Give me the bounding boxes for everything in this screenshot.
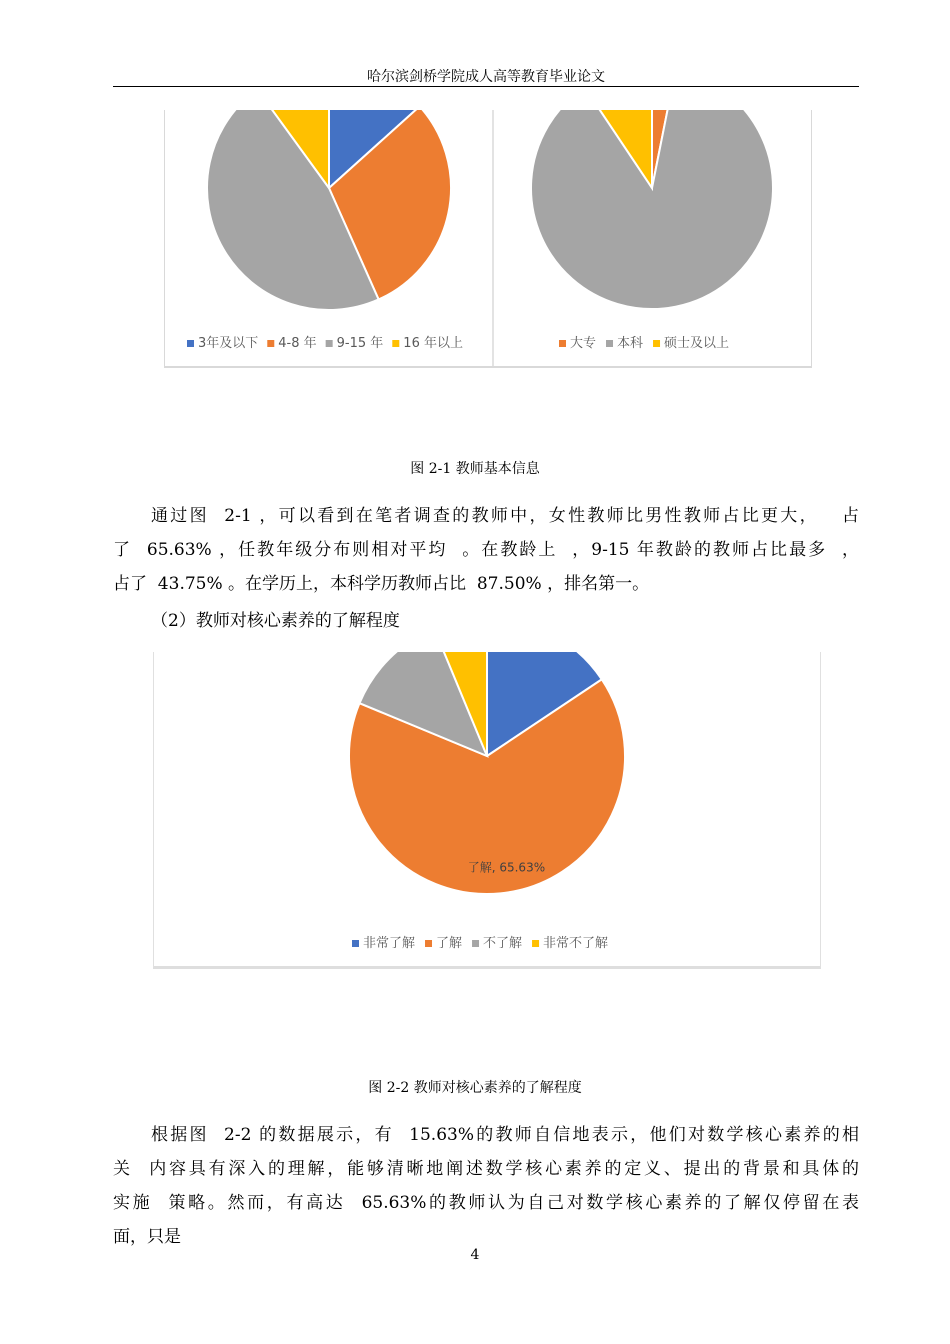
legend-label-非常不了解: 非常不了解 [543,936,609,951]
paragraph-2-line: 根据图 2-2 的数据展示，有 15.63%的教师自信地表示，他们对数学核心素养的相 [151,1125,859,1145]
legend-label-4-8年: 4-8 年 [278,336,317,351]
paragraph-2 [113,1118,859,1254]
tenure-pie-chart [165,110,492,366]
legend-swatch-本科 [606,340,613,347]
legend-label-本科: 本科 [617,336,644,351]
legend-label-3年及以下: 3年及以下 [198,336,259,351]
legend-label-不了解: 不了解 [483,936,523,951]
legend-label-大专: 大专 [570,336,597,351]
page-number: 4 [470,1247,480,1263]
education-pie-chart [494,110,811,366]
running-header: 哈尔滨剑桥学院成人高等教育毕业论文 [367,69,605,85]
legend-swatch-非常不了解 [532,940,539,947]
understanding-pie-chart [154,652,820,966]
legend-label-了解: 了解 [436,936,463,951]
legend-swatch-3年及以下 [187,340,194,347]
paragraph-1-line: 了 65.63% ，任教年级分布则相对平均 。在教龄上 ，9-15 年教龄的教师占比最多 ， [113,540,859,560]
legend-swatch-非常了解 [352,940,359,947]
figure-2-1-panel [164,110,812,368]
legend-swatch-4-8年 [267,340,274,347]
legend-swatch-9-15年 [326,340,333,347]
section-subheading: （2）教师对核心素养的了解程度 [151,611,400,631]
paragraph-2-line: 关 内容具有深入的理解，能够清晰地阐述数学核心素养的定义、提出的背景和具体的 [113,1159,859,1179]
header-rule [113,86,859,87]
figure-2-1-caption: 图 2-1 教师基本信息 [410,461,540,477]
legend-swatch-不了解 [472,940,479,947]
data-label-了解: 了解, 65.63% [467,860,546,875]
legend-label-16年以上: 16 年以上 [403,336,463,351]
paragraph-1 [113,499,859,601]
paragraph-1-line: 占了 43.75% 。在学历上，本科学历教师占比 87.50% ，排名第一。 [113,574,650,594]
paragraph-2-line: 面，只是 [113,1227,181,1247]
legend-swatch-了解 [425,940,432,947]
figure-2-2-panel [153,652,821,969]
paragraph-2-line: 实施 策略。然而，有高达 65.63%的教师认为自己对数学核心素养的了解仅停留在表 [113,1193,859,1213]
legend-label-非常了解: 非常了解 [363,936,416,951]
legend-label-9-15年: 9-15 年 [336,336,384,351]
legend-swatch-大专 [559,340,566,347]
legend-swatch-硕士及以上 [653,340,660,347]
paragraph-1-line: 通过图 2-1 ，可以看到在笔者调查的教师中，女性教师比男性教师占比更大， 占 [151,506,859,526]
legend-label-硕士及以上: 硕士及以上 [664,336,730,351]
legend-swatch-16年以上 [392,340,399,347]
figure-2-2-caption: 图 2-2 教师对核心素养的了解程度 [368,1080,582,1096]
